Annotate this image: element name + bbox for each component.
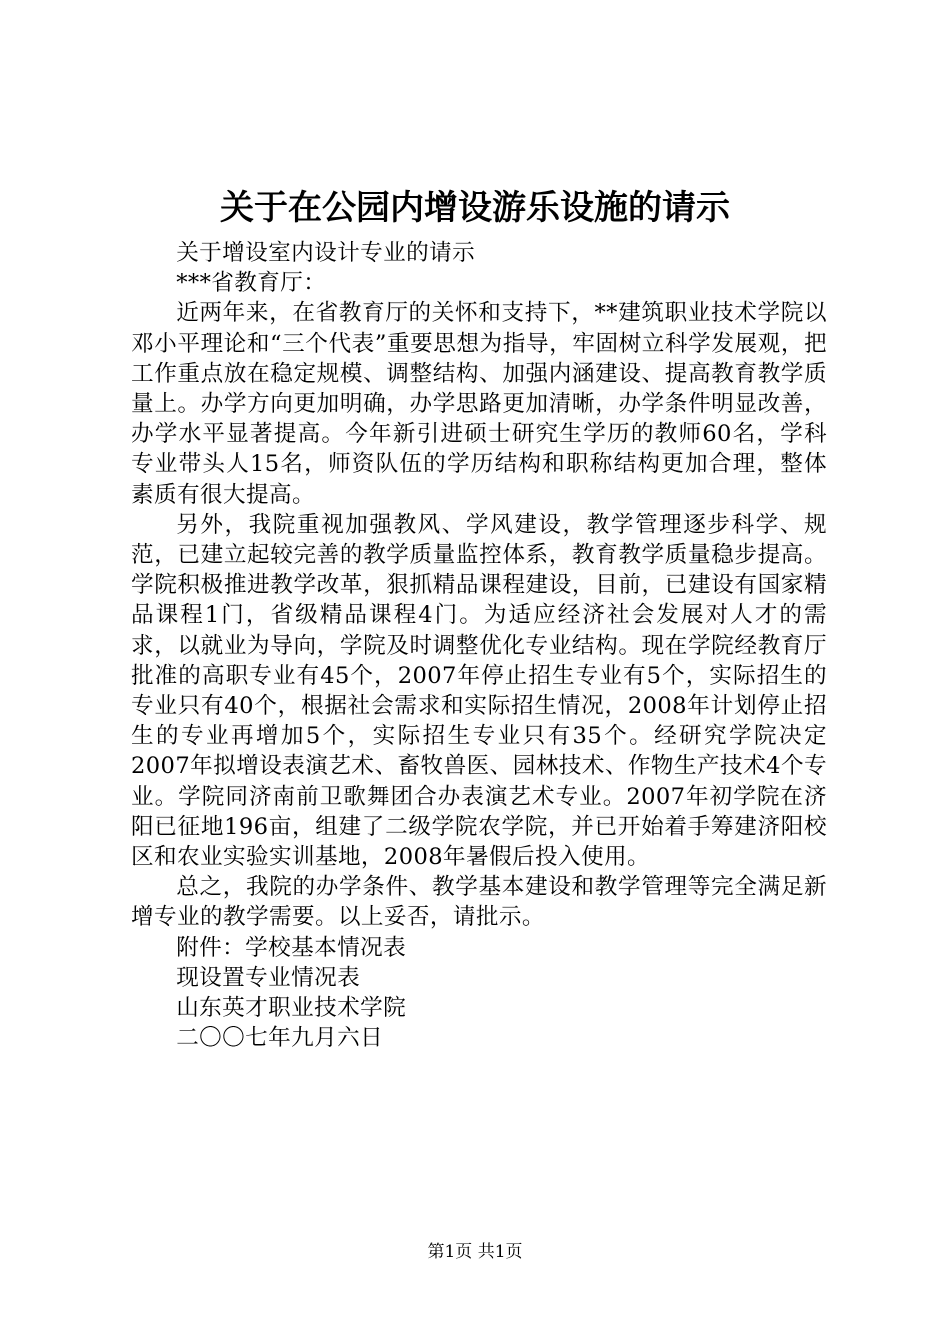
paragraph-2: 另外，我院重视加强教风、学风建设，教学管理逐步科学、规范，已建立起较完善的教学质量监控体系，教育教学质量稳步提高。学院积极推进教学改革，狠抓精品课程建设，目前，已建设有国家精品课程1门，省级精品课程4门。为适应经济社会发展对人才的需求，以就业为导向，学院及时调整优化专业结构。现在学院经教育厅批准的高职专业有45个，2007年停止招生专业有5个，实际招生的专业只有40个，根据社会需求和实际招生情况，2008年计划停止招生的专业再增加5个，实际招生专业只有35个。经研究学院决定2007年拟增设表演艺术、畜牧兽医、园林技术、作物生产技术4个专业。学院同济南前卫歌舞团合办表演艺术专业。2007年初学院在济阳已征地196亩，组建了二级学院农学院，并已开始着手筹建济阳校区和农业实验实训基地，2008年暑假后投入使用。: [131, 511, 827, 871]
document-title: 关于在公园内增设游乐设施的请示: [220, 188, 730, 228]
salutation-line: ***省教育厅：: [176, 270, 327, 297]
signature-organization: 山东英才职业技术学院: [176, 995, 407, 1022]
subtitle-line: 关于增设室内设计专业的请示: [176, 240, 476, 266]
paragraph-3: 总之，我院的办学条件、教学基本建设和教学管理等完全满足新增专业的教学需要。以上妥否，请批示。: [131, 874, 827, 931]
page-footer: 第1页 共1页: [427, 1242, 523, 1262]
paragraph-1: 近两年来，在省教育厅的关怀和支持下，**建筑职业技术学院以邓小平理论和“三个代表”重要思想为指导，牢固树立科学发展观，把工作重点放在稳定规模、调整结构、加强内涵建设、提高教育教学质量上。办学方向更加明确，办学思路更加清晰，办学条件明显改善，办学水平显著提高。今年新引进硕士研究生学历的教师60名，学科专业带头人15名，师资队伍的学历结构和职称结构更加合理，整体素质有很大提高。: [131, 300, 827, 508]
signature-date: 二〇〇七年九月六日: [176, 1025, 384, 1052]
document-body: [131, 238, 827, 1053]
attachment-line-2: 现设置专业情况表: [176, 964, 361, 991]
attachment-line: 附件：学校基本情况表: [176, 934, 407, 961]
